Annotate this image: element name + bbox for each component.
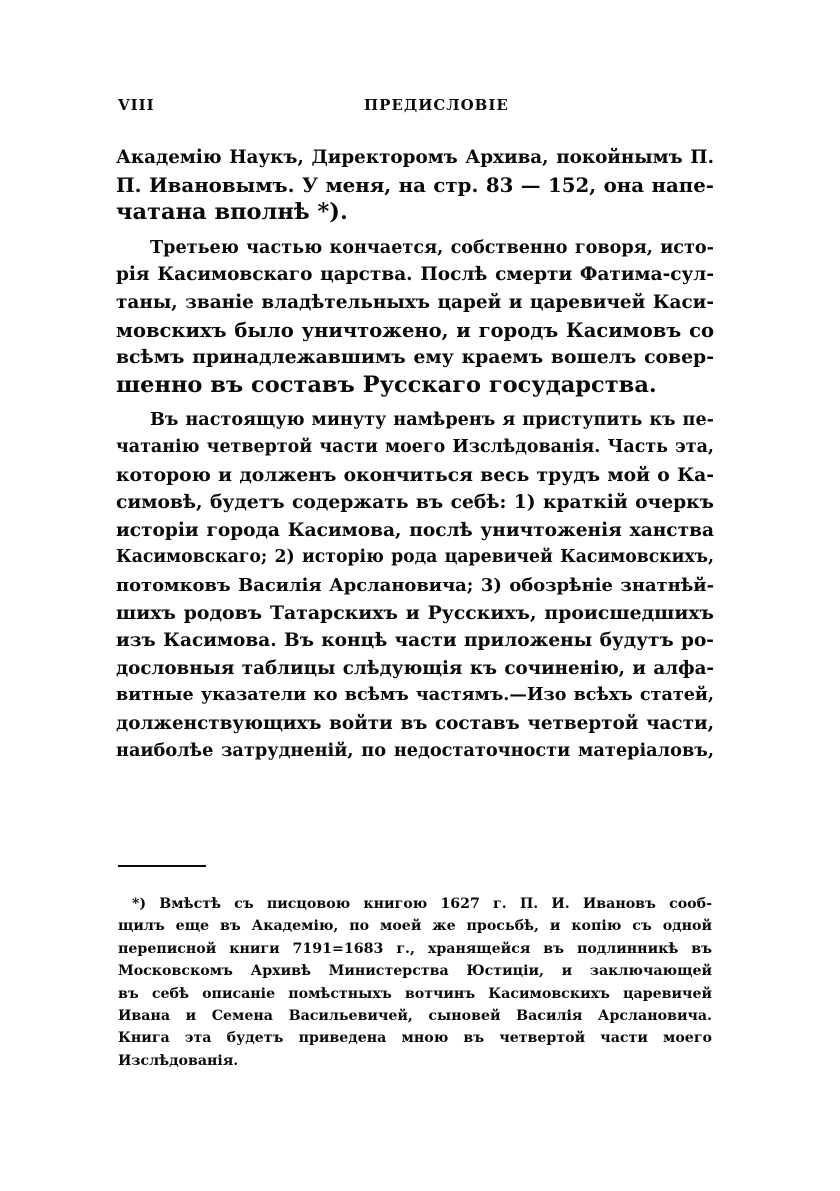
footnote-line: *) Вмѣстѣ съ писцовою книгою 1627 г. П. И. Ивановъ сооб- xyxy=(132,896,712,912)
text-line: потомковъ Василія Арслановича; 3) обозрѣніе знатнѣй- xyxy=(116,574,714,596)
footnote-line: Книга эта будетъ приведена мною въ четвертой части моего xyxy=(118,1030,712,1047)
text-line: Въ настоящую минуту намѣренъ я приступить къ пе- xyxy=(150,409,714,431)
text-line: чатана вполнѣ *). xyxy=(116,199,348,226)
text-line: исторіи города Касимова, послѣ уничтоженія ханства xyxy=(116,519,714,541)
footnote-line: щилъ еще въ Академію, по моей же просьбѣ, и копію съ одной xyxy=(118,918,712,935)
running-head xyxy=(118,96,712,120)
page-number: VIII xyxy=(118,96,155,114)
text-line: шихъ родовъ Татарскихъ и Русскихъ, происшедшихъ xyxy=(116,601,714,624)
text-line: Третьею частью кончается, собственно говоря, исто- xyxy=(150,236,714,258)
text-line: которою и долженъ окончиться весь трудъ мой о Ка- xyxy=(116,463,714,486)
footnote-rule xyxy=(118,865,206,867)
text-line: изъ Касимова. Въ концѣ части приложены будутъ ро- xyxy=(116,630,714,652)
text-line: рія Касимовскаго царства. Послѣ смерти Фатима-сул- xyxy=(116,264,714,286)
text-line: долженствующихъ войти въ составъ четвертой части, xyxy=(116,712,714,734)
footnote-line: въ себѣ описаніе помѣстныхъ вотчинъ Касимовскихъ царевичей xyxy=(118,985,712,1002)
text-line: мовскихъ было уничтожено, и городъ Касимовъ со xyxy=(116,318,714,342)
footnote-line: Изслѣдованія. xyxy=(118,1052,239,1069)
text-line: всѣмъ принадлежавшимъ ему краемъ вошелъ совер- xyxy=(116,346,714,369)
footnote-line: Ивана и Семена Васильевичей, сыновей Василія Арслановича. xyxy=(118,1007,712,1024)
footnote xyxy=(118,893,712,1072)
text-line: Касимовскаго; 2) исторію рода царевичей Касимовскихъ, xyxy=(116,547,714,568)
text-line: наиболѣе затрудненій, по недостаточности матеріаловъ, xyxy=(116,740,714,762)
text-line: дословныя таблицы слѣдующія къ сочиненію, и алфа- xyxy=(116,657,714,679)
text-line: чатанію четвертой части моего Изслѣдованія. Часть эта, xyxy=(116,436,714,457)
text-line: таны, званіе владѣтельныхъ царей и царевичей Каси- xyxy=(116,291,714,313)
text-line: витные указатели ко всѣмъ частямъ.—Изо всѣхъ статей, xyxy=(116,685,714,706)
text-line: Академію Наукъ, Директоромъ Архива, покойнымъ П. xyxy=(116,147,714,168)
footnote-line: переписной книги 7191=1683 г., хранящейся въ подлинникѣ въ xyxy=(118,940,712,957)
main-text xyxy=(116,144,714,765)
text-line: симовѣ, будетъ содержать въ себѣ: 1) краткій очеркъ xyxy=(116,491,714,514)
text-line: П. Ивановымъ. У меня, на стр. 83 — 152, она напе- xyxy=(116,172,714,197)
footnote-line: Московскомъ Архивѣ Министерства Юстиціи, и заключающей xyxy=(118,963,712,980)
running-title: ПРЕДИСЛОВІЕ xyxy=(364,96,509,114)
text-line: шенно въ составъ Русскаго государства. xyxy=(116,371,657,398)
